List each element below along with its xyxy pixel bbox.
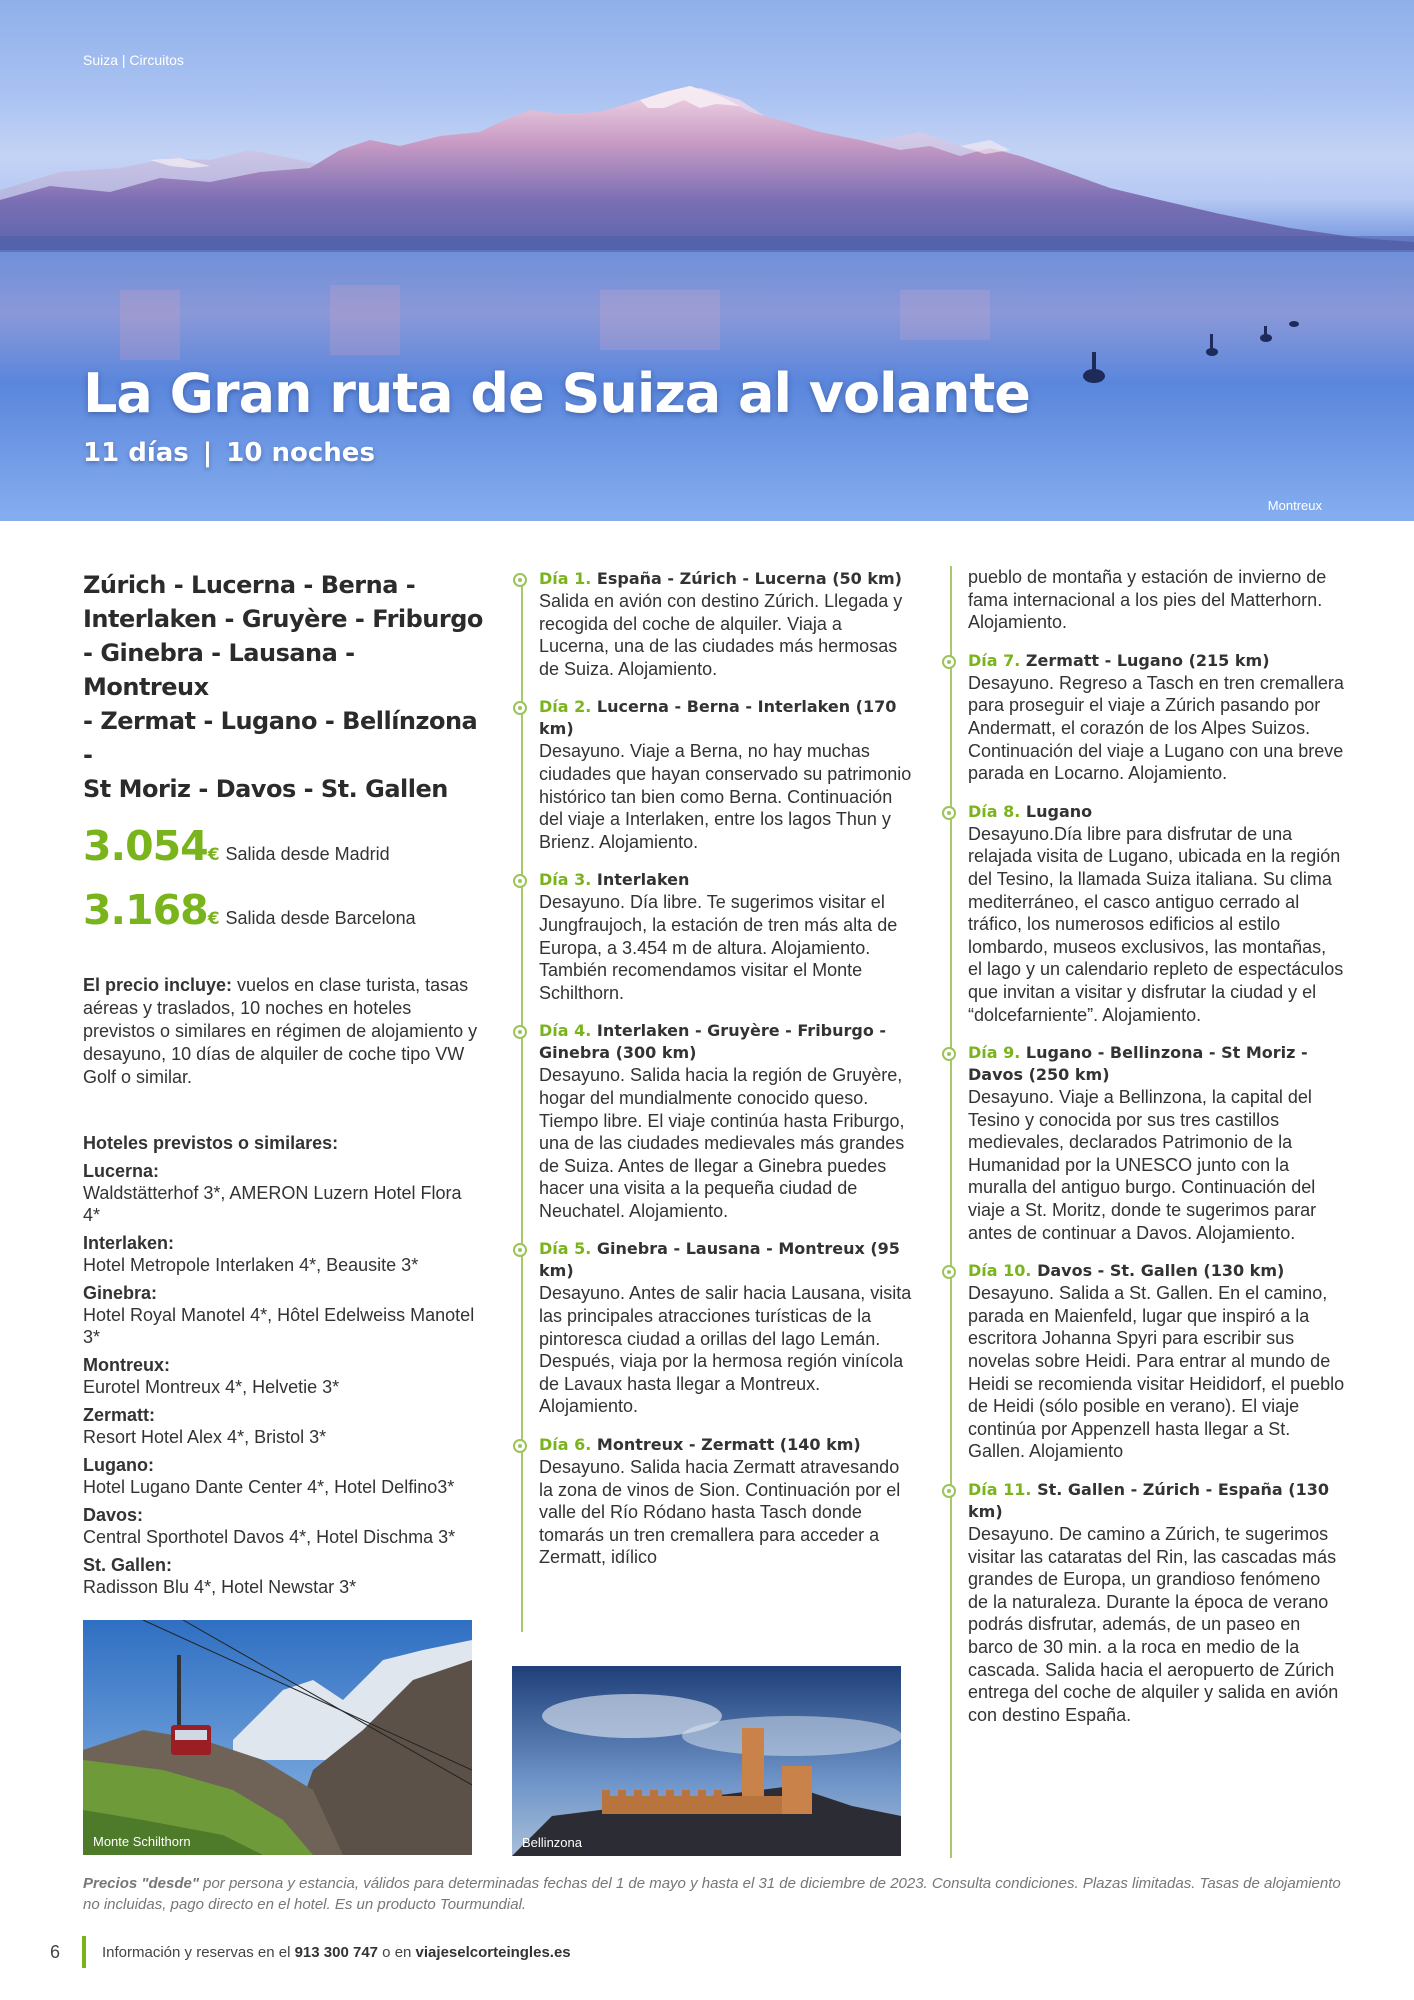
hotel-city: Montreux: xyxy=(83,1355,170,1375)
includes-label: El precio incluye: xyxy=(83,975,233,995)
day-text: Desayuno. Viaje a Berna, no hay muchas ciudades que hayan conservado su patrimonio histórico tan bien como Berna. Continuación del viaje a Interlaken, entre los lagos Thun y Brienz. Alojamiento. xyxy=(539,741,912,852)
itinerary-day xyxy=(950,650,1345,785)
hotel-names: Hotel Metropole Interlaken 4*, Beausite 3* xyxy=(83,1255,419,1275)
day-title: Lucerna - Berna - Interlaken (170 km) xyxy=(539,697,897,739)
day-text: Desayuno. Día libre. Te sugerimos visitar el Jungfraujoch, la estación de tren más alta de Europa, a 3.454 m de altura. Alojamiento. También recomendamos visitar el Monte Schilthorn. xyxy=(539,892,898,1003)
itinerary-day xyxy=(950,801,1345,1026)
hotel-city: Lucerna: xyxy=(83,1161,160,1181)
timeline-dot-icon xyxy=(942,806,956,820)
day-number: Día 6. xyxy=(539,1435,592,1455)
day-heading xyxy=(539,696,916,740)
day-number: Día 8. xyxy=(968,801,1021,821)
day-title: Lugano xyxy=(1025,801,1093,821)
hotel-names: Eurotel Montreux 4*, Helvetie 3* xyxy=(83,1377,340,1397)
itinerary-day xyxy=(521,568,916,680)
itinerary-column-1 xyxy=(521,568,916,1585)
info-mid: o en xyxy=(378,1943,416,1961)
route-line: St Moriz - Davos - St. Gallen xyxy=(83,775,448,803)
itinerary-day xyxy=(950,1260,1345,1463)
hotel-names: Central Sporthotel Davos 4*, Hotel Dischma 3* xyxy=(83,1527,456,1547)
hotel-entry xyxy=(83,1404,483,1448)
hotel-city: Zermatt: xyxy=(83,1405,156,1425)
day-number: Día 1. xyxy=(539,569,592,588)
price-disclaimer xyxy=(83,1873,1353,1915)
price-label: Salida desde Madrid xyxy=(225,844,390,864)
schilthorn-photo xyxy=(83,1620,472,1855)
itinerary-day xyxy=(521,869,916,1004)
page-number: 6 xyxy=(50,1941,61,1962)
day-number: Día 10. xyxy=(968,1261,1032,1281)
hero-photo-caption: Montreux xyxy=(1267,498,1322,513)
duration-days: 11 días xyxy=(83,438,189,468)
cable-car-image xyxy=(83,1620,472,1855)
timeline-dot-icon xyxy=(513,1243,527,1257)
disclaimer-text: por persona y estancia, válidos para determinadas fechas del 1 de mayo y hasta el 31 de diciembre de 2023. Consulta condiciones. Plazas limitadas. Tasas de alojamiento no incluidas, pago directo en el hotel. Es un producto Tourmundial. xyxy=(83,1875,1341,1913)
hotel-entry xyxy=(83,1232,483,1276)
day-heading xyxy=(539,869,916,891)
day-heading xyxy=(968,650,1345,672)
hotel-city: Lugano: xyxy=(83,1455,154,1475)
itinerary-day xyxy=(950,1479,1345,1726)
hotel-names: Radisson Blu 4*, Hotel Newstar 3* xyxy=(83,1577,357,1597)
day-number: Día 7. xyxy=(968,650,1021,670)
breadcrumb: Suiza | Circuitos xyxy=(83,52,184,68)
route-line: - Zermat - Lugano - Bellínzona - xyxy=(83,707,478,769)
duration-separator: | xyxy=(202,438,213,468)
page-title: La Gran ruta de Suiza al volante xyxy=(83,362,1030,425)
day-title: Lugano - Bellinzona - St Moriz - Davos (250 km) xyxy=(968,1043,1308,1085)
includes-text: vuelos en clase turista, tasas aéreas y traslados, 10 noches en hoteles previstos o similares en régimen de alojamiento y desayuno, 10 días de alquiler de coche tipo VW Golf o similar. xyxy=(83,975,478,1087)
day-title: Zermatt - Lugano (215 km) xyxy=(1025,650,1270,670)
day-heading xyxy=(539,1434,916,1456)
day-title: Interlaken - Gruyère - Friburgo - Ginebra (300 km) xyxy=(539,1021,887,1063)
contact-info xyxy=(102,1944,571,1961)
price-amount: 3.168 xyxy=(83,886,208,934)
hero-banner xyxy=(0,0,1414,521)
timeline-dot-icon xyxy=(942,1484,956,1498)
hotel-names: Hotel Lugano Dante Center 4*, Hotel Delfino3* xyxy=(83,1477,455,1497)
summary-column xyxy=(83,568,483,1598)
hotel-city: Interlaken: xyxy=(83,1233,175,1253)
hotel-entry xyxy=(83,1504,483,1548)
duration-nights: 10 noches xyxy=(226,438,375,468)
day-text: Desayuno. Salida a St. Gallen. En el camino, parada en Maienfeld, lugar que inspiró a la escritora Johanna Spyri para escribir sus novelas sobre Heidi. Para entrar al mundo de Heidi se recomienda visitar Heididorf, el pueblo de Heidi (sólo posible en verano). El viaje continúa por Appenzell hasta llegar a St. Gallen. Alojamiento xyxy=(968,1283,1345,1462)
price-includes xyxy=(83,974,483,1089)
hotel-names: Hotel Royal Manotel 4*, Hôtel Edelweiss Manotel 3* xyxy=(83,1305,475,1347)
day-text: Salida en avión con destino Zúrich. Llegada y recogida del coche de alquiler. Viaja a Lucerna, una de las ciudades más hermosas de Suiza. Alojamiento. xyxy=(539,591,903,679)
photo-caption: Bellinzona xyxy=(522,1835,582,1850)
info-prefix: Información y reservas en el xyxy=(102,1943,295,1961)
day-title: Ginebra - Lausana - Montreux (95 km) xyxy=(539,1239,900,1281)
day-heading xyxy=(968,1479,1345,1523)
day-heading xyxy=(539,568,916,590)
day-text: Desayuno.Día libre para disfrutar de una relajada visita de Lugano, ubicada en la región del Tesino, la llamada Suiza italiana. Su clima mediterráneo, el casco antiguo cerrado al tráfico, los numerosos edificios al estilo lombardo, museos exclusivos, las montañas, el lago y un calendario repleto de espectáculos que invitan a visitar y disfrutar la ciudad y el “dolcefarniente”. Alojamiento. xyxy=(968,823,1344,1025)
day-number: Día 11. xyxy=(968,1480,1032,1499)
price-currency: € xyxy=(207,909,220,929)
day-text: Desayuno. Salida hacia la región de Gruyère, hogar del mundialmente conocido queso. Tiempo libre. El viaje continúa hasta Friburgo, una de las ciudades medievales más grandes de Suiza. Antes de llegar a Ginebra puedes hacer una visita a la pequeña ciudad de Neuchatel. Alojamiento. xyxy=(539,1065,905,1221)
route-line: Interlaken - Gruyère - Friburgo xyxy=(83,605,483,633)
timeline-dot-icon xyxy=(942,1265,956,1279)
photo-caption: Monte Schilthorn xyxy=(93,1834,191,1849)
price-madrid xyxy=(83,822,483,884)
hotel-entry xyxy=(83,1354,483,1398)
page-footer xyxy=(50,1936,571,1968)
route-line: Zúrich - Lucerna - Berna - xyxy=(83,571,416,599)
day-heading xyxy=(539,1238,916,1282)
hotel-entry xyxy=(83,1160,483,1226)
day-text: Desayuno. Viaje a Bellinzona, la capital del Tesino y conocida por sus tres castillos medievales, declarados Patrimonio de la Humanidad por la UNESCO junto con la muralla del antiguo burgo. Continuación del viaje a St. Moritz, donde te sugerimos parar antes de continuar a Davos. Alojamiento. xyxy=(968,1087,1317,1243)
castle-image xyxy=(512,1666,901,1856)
day-title: Interlaken xyxy=(596,870,690,890)
itinerary-column-2 xyxy=(950,566,1345,1742)
day-number: Día 5. xyxy=(539,1239,592,1259)
disclaimer-bold: Precios "desde" xyxy=(83,1875,199,1892)
day-number: Día 4. xyxy=(539,1021,592,1041)
day-number: Día 3. xyxy=(539,870,592,890)
day-title: España - Zúrich - Lucerna (50 km) xyxy=(596,569,902,588)
day-number: Día 2. xyxy=(539,697,592,717)
day-heading xyxy=(968,1042,1345,1086)
price-label: Salida desde Barcelona xyxy=(225,908,416,928)
price-barcelona xyxy=(83,886,483,948)
day-heading xyxy=(968,1260,1345,1282)
footer-divider xyxy=(82,1936,86,1968)
hotels-list xyxy=(83,1160,483,1598)
bellinzona-photo xyxy=(512,1666,901,1856)
day-title: Montreux - Zermatt (140 km) xyxy=(596,1435,861,1455)
timeline-dot-icon xyxy=(513,1439,527,1453)
hotel-city: Ginebra: xyxy=(83,1283,158,1303)
hotel-city: Davos: xyxy=(83,1505,144,1525)
day-title: Davos - St. Gallen (130 km) xyxy=(1037,1261,1285,1281)
itinerary-day xyxy=(521,1020,916,1222)
route-line: - Ginebra - Lausana - Montreux xyxy=(83,639,355,701)
price-currency: € xyxy=(207,845,220,865)
timeline-dot-icon xyxy=(942,655,956,669)
hotel-entry xyxy=(83,1282,483,1348)
website-link[interactable]: viajeselcorteingles.es xyxy=(415,1943,571,1961)
timeline-dot-icon xyxy=(513,1025,527,1039)
day-number: Día 9. xyxy=(968,1043,1021,1063)
day-heading xyxy=(539,1020,916,1064)
itinerary-day xyxy=(521,1238,916,1418)
itinerary-day xyxy=(950,1042,1345,1244)
price-amount: 3.054 xyxy=(83,822,208,870)
hotels-title: Hoteles previstos o similares: xyxy=(83,1133,339,1153)
day-heading xyxy=(968,801,1345,823)
day-title: St. Gallen - Zúrich - España (130 km) xyxy=(968,1480,1329,1521)
trip-duration xyxy=(83,438,375,468)
timeline-dot-icon xyxy=(513,874,527,888)
itinerary-day xyxy=(521,1434,916,1569)
hotel-city: St. Gallen: xyxy=(83,1555,173,1575)
timeline-dot-icon xyxy=(513,573,527,587)
day-text: Desayuno. Antes de salir hacia Lausana, visita las principales atracciones turísticas de la pintoresca ciudad a orillas del lago Lemán. Después, viaja por la hermosa región vinícola de Lavaux hasta llegar a Montreux. Alojamiento. xyxy=(539,1283,912,1417)
route-heading xyxy=(83,568,483,806)
day-text: Desayuno. De camino a Zúrich, te sugerimos visitar las cataratas del Rin, las cascadas más grandes de Europa, un grandioso fenómeno de la naturaleza. Durante la época de verano podrás disfrutar, además, de un paseo en barco de 30 min. a la roca en medio de la cascada. Salida hacia el aeropuerto de Zúrich entrega del coche de alquiler y salida en avión con destino España. xyxy=(968,1524,1339,1725)
hotel-names: Resort Hotel Alex 4*, Bristol 3* xyxy=(83,1427,327,1447)
timeline-dot-icon xyxy=(942,1047,956,1061)
phone-number[interactable]: 913 300 747 xyxy=(294,1943,379,1961)
day-text: Desayuno. Salida hacia Zermatt atravesando la zona de vinos de Sion. Continuación por el valle del Río Ródano hasta Tasch donde tomarás un tren cremallera para acceder a Zermatt, idílico xyxy=(539,1457,901,1568)
hotel-entry xyxy=(83,1454,483,1498)
day-text-continued: pueblo de montaña y estación de invierno de fama internacional a los pies del Matterhorn. Alojamiento. xyxy=(968,567,1327,633)
timeline-dot-icon xyxy=(513,701,527,715)
hotel-entry xyxy=(83,1554,483,1598)
day-text: Desayuno. Regreso a Tasch en tren cremallera para proseguir el viaje a Zúrich pasando por Andermatt, el corazón de los Alpes Suizos. Continuación del viaje a Lugano con una breve parada en Locarno. Alojamiento. xyxy=(968,672,1344,784)
itinerary-day xyxy=(521,696,916,853)
hotel-names: Waldstätterhof 3*, AMERON Luzern Hotel Flora 4* xyxy=(83,1183,462,1225)
